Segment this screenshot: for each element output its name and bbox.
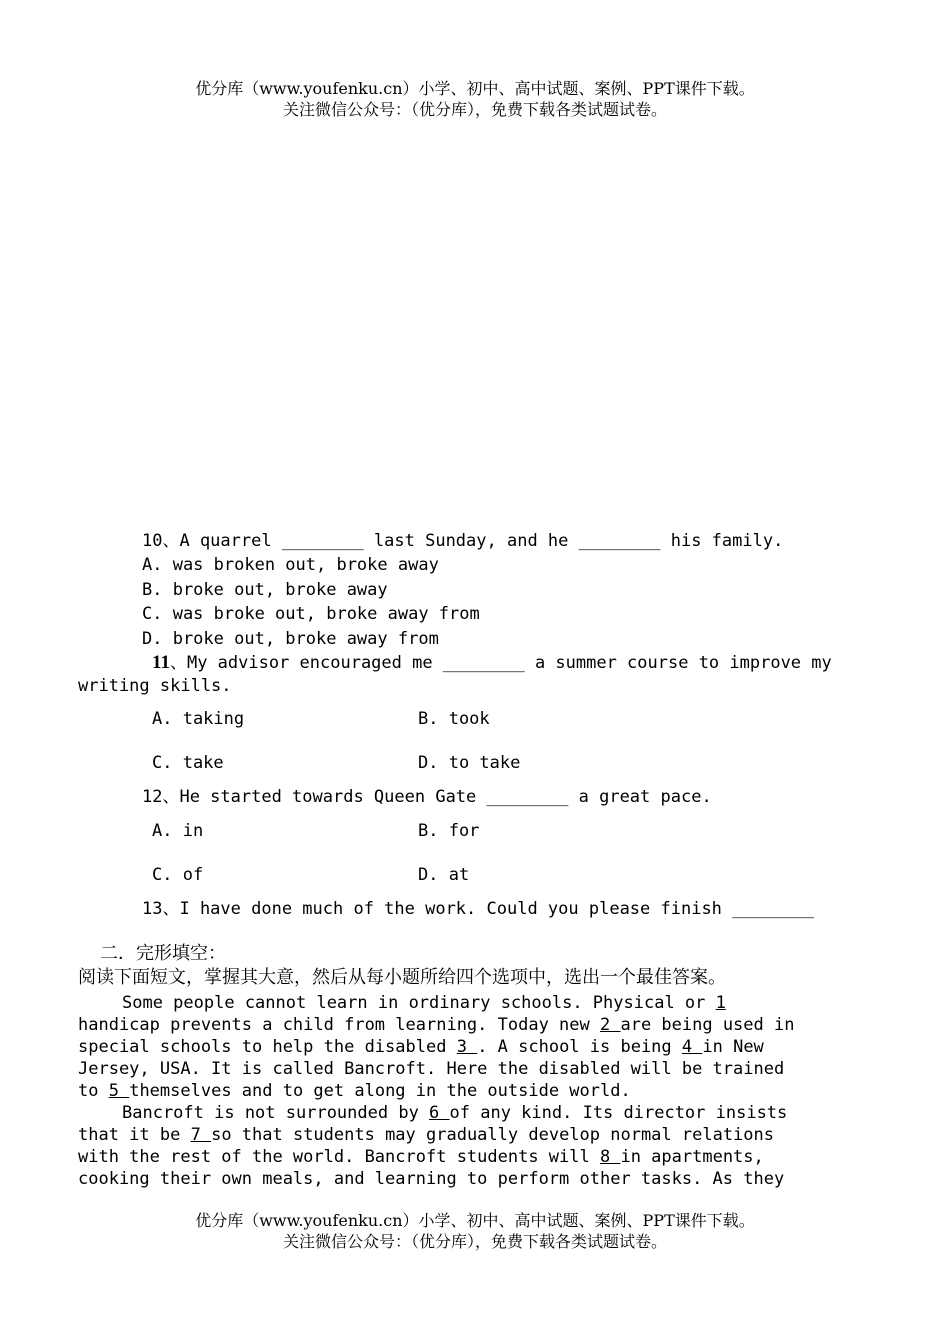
passage-text: themselves and to get along in the outside world.	[129, 1081, 631, 1101]
question-10-stem: 10、A quarrel ________ last Sunday, and he ________ his family.	[142, 531, 784, 551]
question-11-option-a: A. taking	[152, 709, 245, 729]
passage-text: Jersey, USA. It is called Bancroft. Here the disabled will be trained	[78, 1059, 785, 1079]
footer-line-2: 关注微信公众号：（优分库），免费下载各类试题试卷。	[282, 1232, 667, 1251]
question-12-stem: 12、He started towards Queen Gate ________ a great pace.	[142, 787, 712, 807]
question-11-options	[152, 707, 652, 775]
passage-text: that it be	[78, 1125, 191, 1145]
cloze-passage	[78, 992, 868, 1190]
question-10-option-c: C. was broke out, broke away from	[142, 604, 480, 624]
passage-text: cooking their own meals, and learning to perform other tasks. As they	[78, 1169, 785, 1189]
question-10-option-b: B. broke out, broke away	[142, 580, 388, 600]
question-10-option-d: D. broke out, broke away from	[142, 629, 439, 649]
passage-text: special schools to help the disabled	[78, 1037, 457, 1057]
question-12-options	[152, 819, 652, 887]
passage-text: . A school is being	[477, 1037, 682, 1057]
cloze-blank-2: 2	[599, 1015, 621, 1035]
passage-line	[78, 992, 868, 1014]
passage-text: handicap prevents a child from learning. Today new	[78, 1015, 600, 1035]
question-13-stem: 13、I have done much of the work. Could you please finish ________	[142, 899, 815, 919]
question-11-option-b: B. took	[418, 709, 490, 729]
passage-line	[78, 1102, 868, 1124]
header-line-2: 关注微信公众号：（优分库），免费下载各类试题试卷。	[282, 100, 667, 119]
question-11-option-c: C. take	[152, 753, 224, 773]
passage-text: in New	[702, 1037, 764, 1057]
page-footer	[0, 1210, 950, 1252]
passage-line	[78, 1080, 868, 1102]
passage-line	[78, 1146, 868, 1168]
question-10-option-a: A. was broken out, broke away	[142, 555, 439, 575]
passage-text: Some people cannot learn in ordinary schools. Physical or	[122, 993, 716, 1013]
passage-text: so that students may gradually develop normal relations	[211, 1125, 774, 1145]
passage-text: to	[78, 1081, 109, 1101]
question-11-number: 11	[152, 652, 170, 673]
section-title: 二．完形填空：	[100, 943, 226, 964]
cloze-blank-4: 4	[681, 1037, 703, 1057]
passage-line	[78, 1036, 868, 1058]
cloze-blank-1: 1	[715, 993, 726, 1013]
passage-text: are being used in	[620, 1015, 795, 1035]
question-11-stem	[78, 651, 868, 698]
passage-text: Bancroft is not surrounded by	[122, 1103, 430, 1123]
footer-line-1: 优分库（www.youfenku.cn）小学、初中、高中试题、案例、PPT课件下载。	[195, 1211, 755, 1230]
question-11-text: 、My advisor encouraged me ________ a summer course to improve my writing skills.	[78, 653, 832, 696]
header-line-1: 优分库（www.youfenku.cn）小学、初中、高中试题、案例、PPT课件下载。	[195, 79, 755, 98]
passage-line	[78, 1124, 868, 1146]
cloze-blank-6: 6	[429, 1103, 450, 1123]
cloze-blank-7: 7	[190, 1125, 212, 1145]
cloze-blank-8: 8	[599, 1147, 621, 1167]
question-12-option-d: D. at	[418, 865, 470, 885]
cloze-blank-5: 5	[108, 1081, 130, 1101]
question-12-option-b: B. for	[418, 821, 480, 841]
cloze-blank-3: 3	[456, 1037, 478, 1057]
question-11-option-d: D. to take	[418, 753, 521, 773]
passage-text: of any kind. Its director insists	[449, 1103, 788, 1123]
passage-line	[78, 1168, 868, 1190]
passage-line	[78, 1014, 868, 1036]
passage-line	[78, 1058, 868, 1080]
question-12-option-a: A. in	[152, 821, 204, 841]
passage-text: in apartments,	[620, 1147, 764, 1167]
passage-text: with the rest of the world. Bancroft students will	[78, 1147, 600, 1167]
section-instruction: 阅读下面短文，掌握其大意，然后从每小题所给四个选项中，选出一个最佳答案。	[78, 967, 726, 988]
page-header	[0, 78, 950, 120]
question-12-option-c: C. of	[152, 865, 204, 885]
